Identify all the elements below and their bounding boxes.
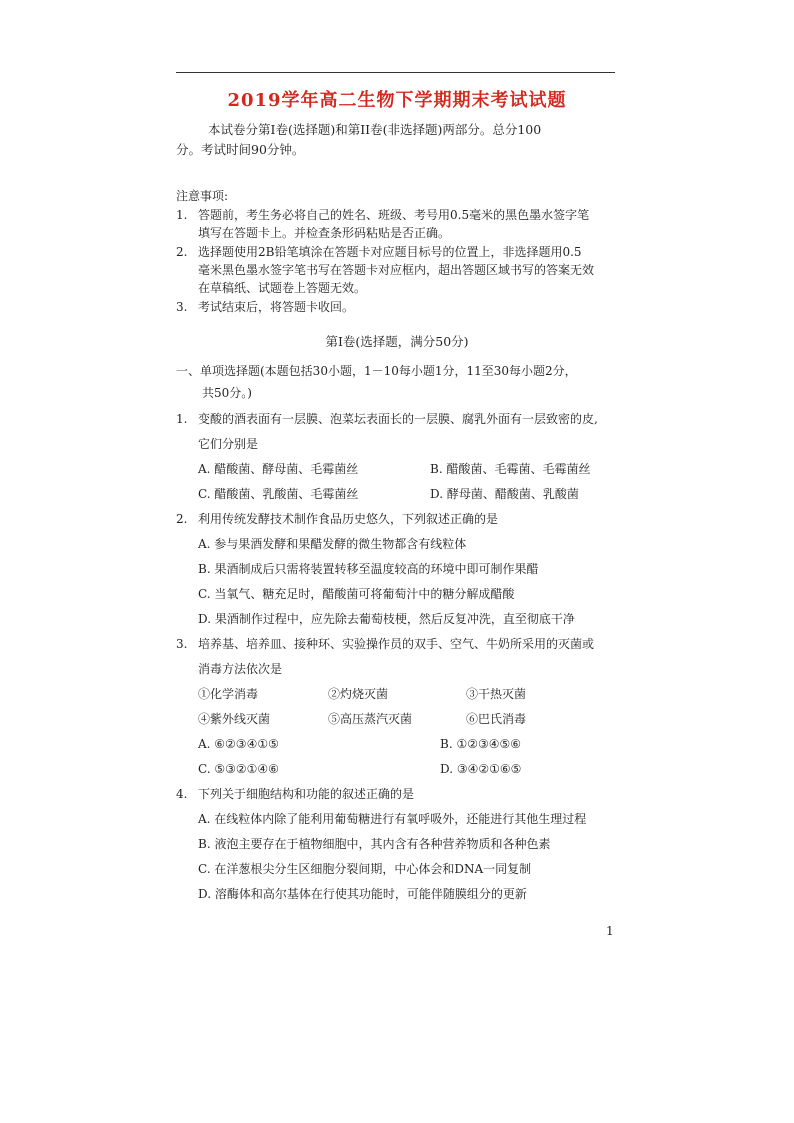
intro-line-2: 分。考试时间90分钟。 <box>176 142 305 157</box>
option: A. 参与果酒发酵和果醋发酵的微生物都含有线粒体 <box>198 537 467 551</box>
notice-heading: 注意事项: <box>176 189 229 203</box>
notice-line: 答题前，考生务必将自己的姓名、班级、考号用0.5毫米的黑色墨水签字笔 <box>198 208 590 222</box>
notice-num: 1. <box>176 208 188 222</box>
question-stem: 它们分别是 <box>198 437 259 451</box>
part-title-line-2: 共50分。) <box>202 386 252 400</box>
method-item: ④紫外线灭菌 <box>198 712 271 726</box>
option: C. 在洋葱根尖分生区细胞分裂间期，中心体会和DNA一同复制 <box>198 862 532 876</box>
part-title-line-1: 一、单项选择题(本题包括30小题，1－10每小题1分，11至30每小题2分， <box>176 364 577 378</box>
question-number: 4. <box>176 787 188 801</box>
method-item: ③干热灭菌 <box>466 687 527 701</box>
option: B. 醋酸菌、毛霉菌、毛霉菌丝 <box>430 462 591 476</box>
option: D. 酵母菌、醋酸菌、乳酸菌 <box>430 487 579 501</box>
section-heading: 第Ⅰ卷(选择题，满分50分) <box>325 334 469 349</box>
option: C. 当氧气、糖充足时，醋酸菌可将葡萄汁中的糖分解成醋酸 <box>198 587 515 601</box>
method-item: ⑤高压蒸汽灭菌 <box>328 712 413 726</box>
question-number: 3. <box>176 637 188 651</box>
option: D. ③④②①⑥⑤ <box>440 762 522 776</box>
question-stem: 消毒方法依次是 <box>198 662 283 676</box>
option: B. 果酒制成后只需将装置转移至温度较高的环境中即可制作果醋 <box>198 562 539 576</box>
notice-line: 选择题使用2B铅笔填涂在答题卡对应题目标号的位置上，非选择题用0.5 <box>198 245 582 259</box>
page-title: 2019学年高二生物下学期期末考试试题 <box>227 90 567 111</box>
method-item: ②灼烧灭菌 <box>328 687 389 701</box>
option: C. ⑤③②①④⑥ <box>198 762 279 776</box>
method-item: ⑥巴氏消毒 <box>466 712 527 726</box>
option: B. 液泡主要存在于植物细胞中，其内含有各种营养物质和各种色素 <box>198 837 551 851</box>
notice-num: 2. <box>176 245 188 259</box>
notice-line: 在草稿纸、试题卷上答题无效。 <box>198 281 367 295</box>
question-number: 1. <box>176 412 188 426</box>
notice-line: 填写在答题卡上。并检查条形码粘贴是否正确。 <box>198 226 451 240</box>
question-stem: 变酸的酒表面有一层膜、泡菜坛表面长的一层膜、腐乳外面有一层致密的皮, <box>198 412 598 426</box>
option: A. ⑥②③④①⑤ <box>198 737 279 751</box>
option: D. 溶酶体和高尔基体在行使其功能时，可能伴随膜组分的更新 <box>198 887 527 901</box>
option: A. 在线粒体内除了能利用葡萄糖进行有氧呼吸外，还能进行其他生理过程 <box>198 812 587 826</box>
question-stem: 利用传统发酵技术制作食品历史悠久，下列叙述正确的是 <box>198 512 499 526</box>
option: C. 醋酸菌、乳酸菌、毛霉菌丝 <box>198 487 359 501</box>
question-number: 2. <box>176 512 188 526</box>
option: D. 果酒制作过程中，应先除去葡萄枝梗，然后反复冲洗，直至彻底干净 <box>198 612 575 626</box>
page-number: 1 <box>606 924 614 938</box>
question-stem: 下列关于细胞结构和功能的叙述正确的是 <box>198 787 415 801</box>
notice-line: 毫米黑色墨水签字笔书写在答题卡对应框内，超出答题区域书写的答案无效 <box>198 263 595 277</box>
option: B. ①②③④⑤⑥ <box>440 737 521 751</box>
method-item: ①化学消毒 <box>198 687 259 701</box>
notice-line: 考试结束后，将答题卡收回。 <box>198 300 355 314</box>
header-rule <box>176 72 615 73</box>
option: A. 醋酸菌、酵母菌、毛霉菌丝 <box>198 462 359 476</box>
question-stem: 培养基、培养皿、接种环、实验操作员的双手、空气、牛奶所采用的灭菌或 <box>198 637 595 651</box>
intro-line-1: 本试卷分第Ⅰ卷(选择题)和第II卷(非选择题)两部分。总分100 <box>208 122 542 137</box>
notice-num: 3. <box>176 300 188 314</box>
